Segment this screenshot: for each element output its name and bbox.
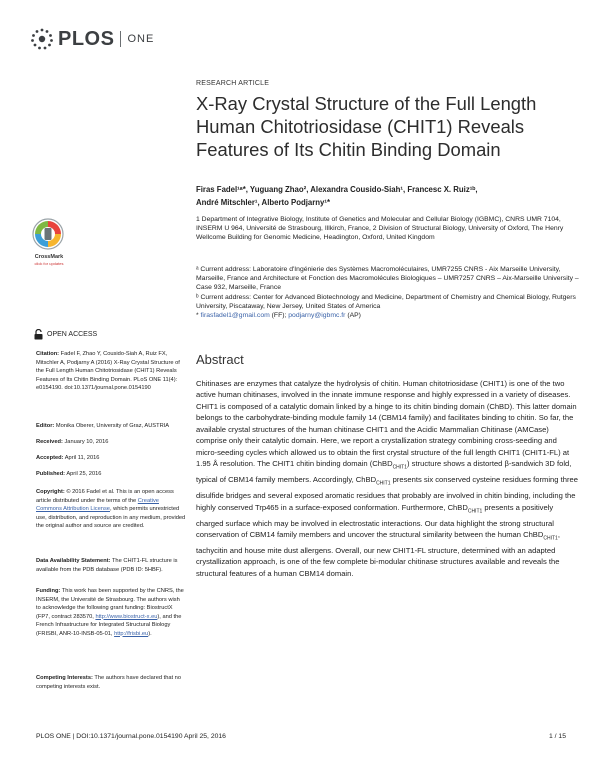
citation-block: [36, 350, 186, 393]
crossmark-badge[interactable]: [32, 218, 64, 270]
subscript-chit1: CHIT1: [467, 508, 483, 515]
data-availability-block: [36, 557, 186, 574]
editor-block: [36, 422, 186, 431]
received-label: Received:: [36, 439, 63, 445]
published-block: [36, 470, 186, 479]
plos-wordmark: PLOS: [58, 27, 115, 50]
author-list: [196, 183, 580, 209]
funding-block: [36, 587, 186, 638]
current-address-b: ᵇ Current address: Center for Advanced Biotechnology and Medicine, Department of Chemistry and Chemical Biology, Rutgers University, Piscataway, New Jersey, United States of America: [196, 293, 576, 310]
crossmark-label: CrossMark: [34, 254, 64, 260]
data-availability-text: The CHIT1-FL structure is available from the PDB database (PDB ID: 5HBF).: [36, 558, 178, 573]
competing-interests-block: [36, 674, 186, 691]
copyright-text: © 2016 Fadel et al. This is an open access article distributed under the terms of the: [36, 489, 174, 504]
funding-label: Funding:: [36, 588, 61, 594]
copyright-text-end: , which permits unrestricted use, distribution, and reproduction in any medium, provided the original author and source are credited.: [36, 506, 186, 529]
editor-label: Editor:: [36, 423, 55, 429]
published-label: Published:: [36, 471, 66, 477]
abstract-heading: Abstract: [196, 352, 244, 367]
email-2-tag: (AP): [345, 312, 361, 320]
crossmark-icon: [32, 218, 64, 252]
current-address-a: ᵃ Current address: Laboratoire d'Ingénierie des Systèmes Macromoléculaires, UMR7255 CNRS - Aix Marseille University, Marseille, France and Architecture et Fonction des Macromolécules Biologiques – UMR7257 CNRS – Aix-Marseille University – Case 932, Marseille, France: [196, 266, 579, 292]
citation-label: Citation:: [36, 351, 60, 357]
article-title: X-Ray Crystal Structure of the Full Length Human Chitotriosidase (CHIT1) Reveals Features of Its Chitin Binding Domain: [196, 93, 537, 160]
open-access-label: OPEN ACCESS: [47, 331, 98, 338]
cc-license-link[interactable]: Creative Commons Attribution License: [36, 497, 159, 512]
abstract-part-3: presents six conserved cysteine residues forming three disulfide bridges and several exposed aromatic residues that probably are involved in chitin binding, including the highly conserved Trp465 in a surface-exposed conformation. Furthermore, ChBD: [196, 475, 578, 512]
copyright-label: Copyright:: [36, 489, 65, 495]
abstract-text: [196, 378, 580, 579]
page-number: 1 / 15: [548, 733, 566, 740]
article-type-label: RESEARCH ARTICLE: [196, 80, 270, 87]
affiliations: 1 Department of Integrative Biology, Institute of Genetics and Molecular and Cellular Biology (IGBMC), CNRS UMR 7104, INSERM U 964, Université de Strasbourg, Illkirch, France, 2 Division of Structural Biology, University of Oxford, The Henry Wellcome Building for Genomic Medicine, Headington, Oxford, United Kingdom: [196, 216, 564, 242]
open-lock-icon: [34, 329, 43, 340]
crossmark-sublabel: click for updates: [34, 261, 64, 266]
logo-divider: [120, 31, 121, 47]
email-1-tag: (FF);: [269, 312, 289, 320]
corresponding-emails: * firasfadel1@gmail.com (FF); podjarny@igbmc.fr (AP): [196, 312, 361, 320]
competing-interests-label: Competing Interests:: [36, 675, 93, 681]
subscript-chit1: CHIT1: [376, 480, 391, 487]
subscript-chit1: CHIT1: [543, 535, 558, 542]
funding-text-end: ).: [148, 630, 152, 637]
funding-text: This work has been supported by the CNRS, the INSERM, the Université de Strasbourg. The authors wish to acknowledge the following grant funding: BiostructX (FP7, contract 283570,: [36, 588, 184, 620]
abstract-part-2: ) structure shows a distorted β-sandwich 3D fold, typical of CBM14 family members. Accordingly, ChBD: [196, 459, 572, 485]
accepted-block: [36, 454, 186, 463]
received-block: [36, 438, 186, 447]
open-access-badge: [34, 329, 97, 340]
copyright-block: [36, 488, 186, 531]
received-date: January 10, 2016: [62, 439, 109, 445]
journal-name: ONE: [127, 33, 155, 45]
plos-one-logo: [30, 28, 154, 50]
subscript-chit1: CHIT1: [392, 464, 408, 471]
citation-text: Fadel F, Zhao Y, Cousido-Siah A, Ruiz FX, Mitschler A, Podjarny A (2016) X-Ray Crystal Structure of the Full Length Human Chitotriosidase (CHIT1) Reveals Features of Its Chitin Binding Domain. PLoS ONE 11(4): e0154190. doi:10.1371/journal.pone.0154190: [36, 351, 180, 391]
competing-interests-text: The authors have declared that no competing interests exist.: [36, 675, 182, 690]
abstract-part-5: , tachycitin and house mite dust allergens. Overall, our new CHIT1-FL structure, determined with an adapted crystallization approach, is one of the few complete bi-modular chitinase structures available and reveals the structural features of a human CBM14 domain.: [196, 529, 560, 578]
author-line-2: André Mitschler¹, Alberto Podjarny¹*: [196, 198, 331, 207]
editor-text: Monika Oberer, University of Graz, AUSTRIA: [54, 423, 170, 429]
email-link-2[interactable]: podjarny@igbmc.fr: [288, 312, 346, 320]
footer-citation: PLOS ONE | DOI:10.1371/journal.pone.0154190 April 25, 2016: [36, 733, 226, 740]
current-addresses: [196, 265, 580, 320]
abstract-part-4: presents a positively charged surface which may be involved in electrostatic interactions. Our data highlight the strong structural conservation of CBM14 family members and uncover the structural similarity between the human ChBD: [196, 502, 554, 539]
published-date: April 25, 2016: [65, 471, 102, 477]
biostruct-link[interactable]: http://www.biostruct-x.eu: [95, 613, 158, 620]
accepted-label: Accepted:: [36, 455, 64, 461]
funding-text-mid: ), and the French Infrastructure for Integrated Structural Biology (FRISBI, ANR-10-INSB-05-01,: [36, 613, 182, 637]
accepted-date: April 11, 2016: [63, 455, 100, 461]
email-link-1[interactable]: firasfadel1@gmail.com: [200, 312, 270, 320]
author-line-1: Firas Fadel¹ᵃ*, Yuguang Zhao², Alexandra Cousido-Siah¹, Francesc X. Ruiz¹ᵇ,: [196, 185, 478, 194]
plos-logo-icon: [30, 28, 54, 50]
abstract-part-1: Chitinases are enzymes that catalyze the hydrolysis of chitin. Human chitotriosidase (CHIT1) is one of the two active human chitinases, involved in the innate immune response and highly expressed in a variety of diseases. CHIT1 is composed of a catalytic domain linked by a hinge to its chitin binding domain (ChBD). This latter domain belongs to the carbohydrate-binding module family 14 (CBM14 family) and facilitates binding to chitin. So far, the available crystal structures of the human chitinase CHIT1 and the Acidic Mammalian Chitinase (AMCase) comprise only their catalytic domain. Here, we report a crystallization strategy combining cross-seeding and micro-seeding cycles which allowed us to obtain the first crystal structure of the full length CHIT1 (CHIT1-FL) at 1.95 Å resolution. The CHIT1 chitin binding domain (ChBD: [196, 379, 577, 469]
data-availability-label: Data Availability Statement:: [36, 558, 111, 564]
frisbi-link[interactable]: http://frisbi.eu: [114, 630, 149, 637]
